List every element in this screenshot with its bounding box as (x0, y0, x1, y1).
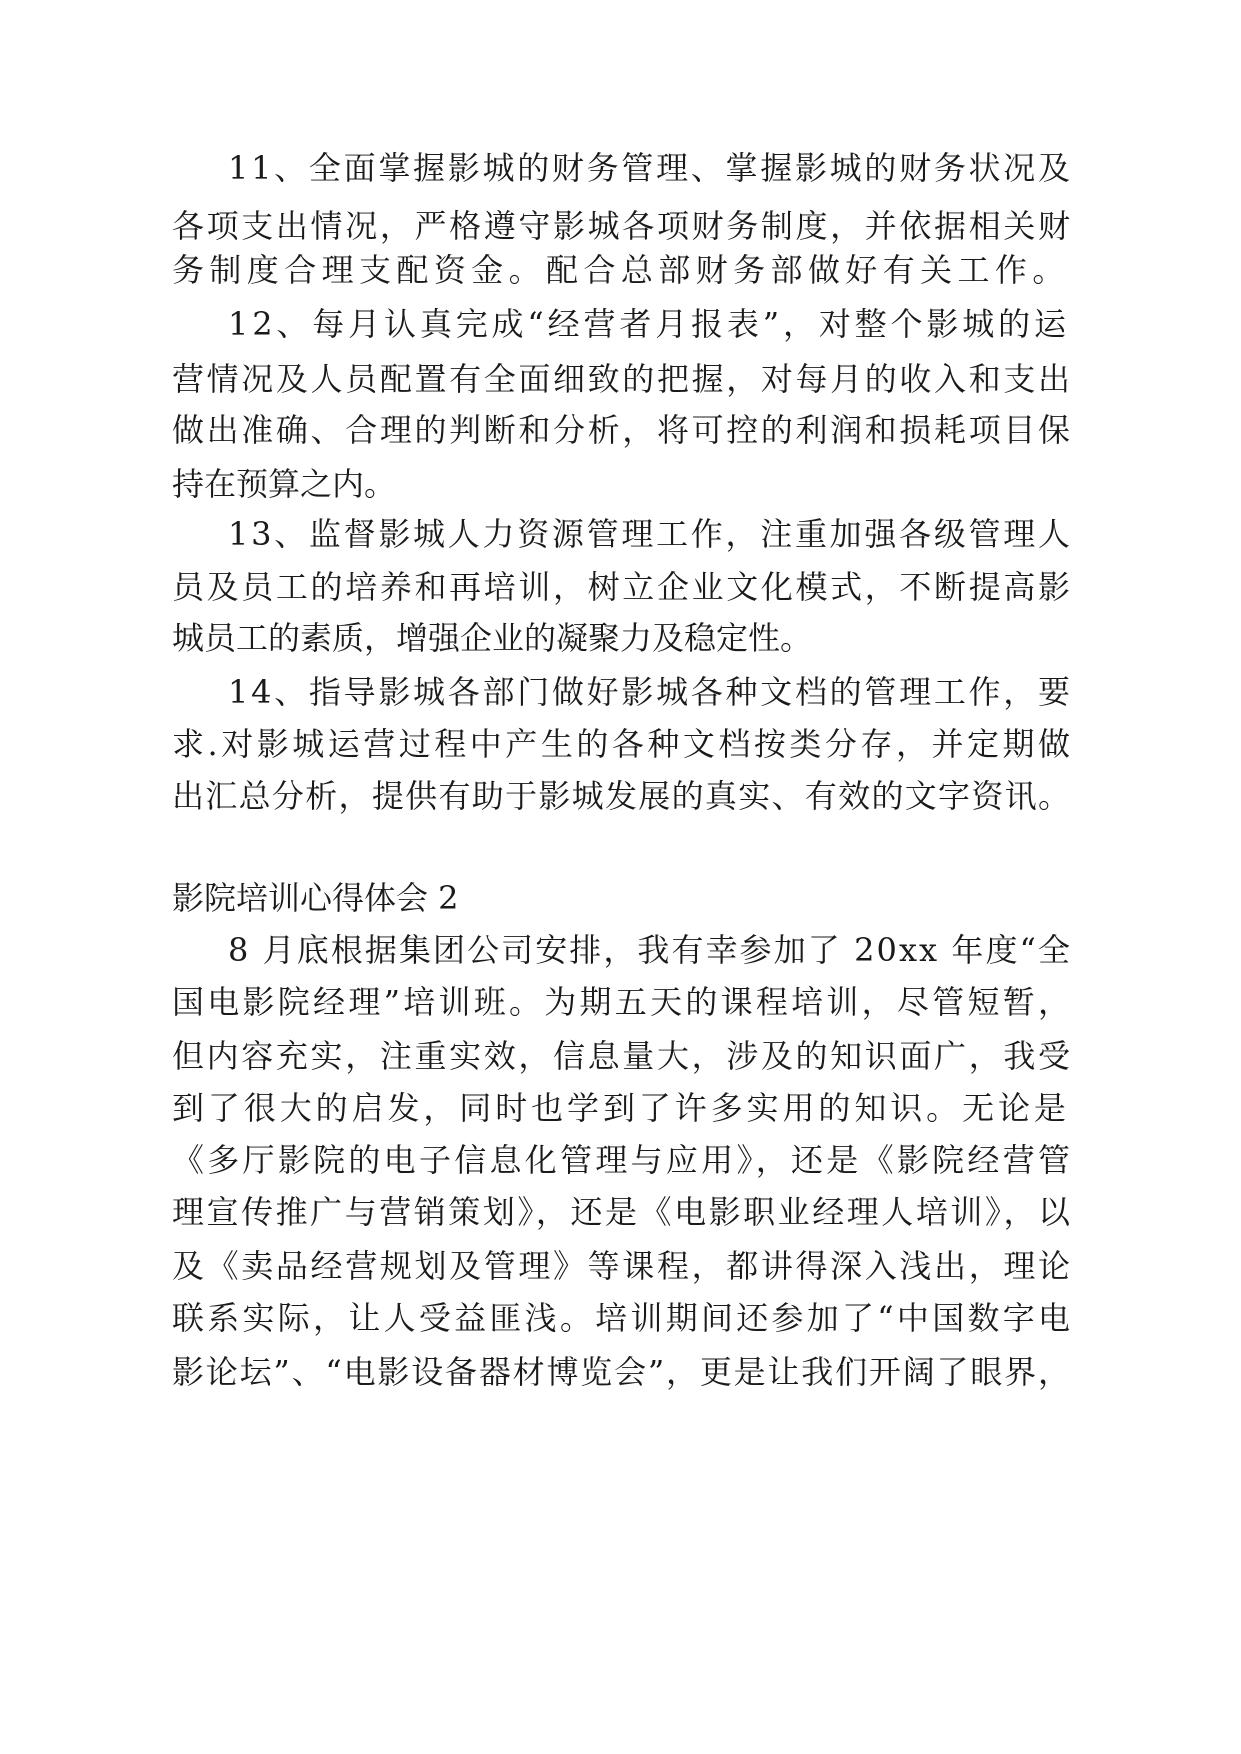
text-line: 出汇总分析，提供有助于影城发展的真实、有效的文字资讯。 (172, 777, 1072, 815)
paragraph-s2-line-4 (0, 1078, 1241, 1138)
paragraph-14-line-3 (0, 766, 1241, 826)
text-line: 但内容充实，注重实效，信息量大，涉及的知识面广，我受 (172, 1037, 1073, 1075)
text-line: 做出准确、合理的判断和分析，将可控的利润和损耗项目保 (172, 411, 1073, 449)
paragraph-s2-line-8 (0, 1288, 1241, 1348)
text-line: 联系实际，让人受益匪浅。培训期间还参加了“中国数字电 (172, 1299, 1074, 1337)
paragraph-14-line-2 (0, 714, 1241, 774)
paragraph-s2-line-7 (0, 1236, 1241, 1296)
paragraph-s2-line-3 (0, 1026, 1241, 1086)
text-line: 营情况及人员配置有全面细致的把握，对每月的收入和支出 (172, 360, 1073, 398)
text-line: 13、监督影城人力资源管理工作，注重加强各级管理人 (228, 515, 1073, 553)
text-line: 员及员工的培养和再培训，树立企业文化模式，不断提高影 (172, 568, 1073, 606)
paragraph-11-line-3 (0, 240, 1241, 300)
text-line: 理宣传推广与营销策划》，还是《电影职业经理人培训》，以 (172, 1193, 1073, 1231)
paragraph-11-line-1 (0, 138, 1241, 198)
paragraph-13-line-1 (0, 504, 1241, 564)
section-heading (0, 868, 1241, 928)
text-line: 务制度合理支配资金。配合总部财务部做好有关工作。 (172, 251, 1070, 289)
paragraph-s2-line-5 (0, 1130, 1241, 1190)
paragraph-14-line-1 (0, 662, 1241, 722)
paragraph-s2-line-1 (0, 920, 1241, 980)
text-line: 国电影院经理”培训班。为期五天的课程培训，尽管短暂， (172, 983, 1074, 1021)
paragraph-12-line-3 (0, 400, 1241, 460)
text-line: 《多厅影院的电子信息化管理与应用》，还是《影院经营管 (172, 1141, 1074, 1179)
paragraph-13-line-3 (0, 608, 1241, 668)
text-line: 城员工的素质，增强企业的凝聚力及稳定性。 (172, 619, 813, 657)
text-line: 12、每月认真完成“经营者月报表”，对整个影城的运 (228, 305, 1070, 343)
text-line: 到了很大的启发，同时也学到了许多实用的知识。无论是 (172, 1089, 1070, 1127)
text-line: 持在预算之内。 (172, 465, 397, 503)
paragraph-12-line-1 (0, 294, 1241, 354)
text-line: 各项支出情况，严格遵守影城各项财务制度，并依据相关财 (172, 207, 1073, 245)
text-line: 影论坛”、“电影设备器材博览会”，更是让我们开阔了眼界， (172, 1353, 1072, 1391)
text-line: 求.对影城运营过程中产生的各种文档按类分存，并定期做 (172, 725, 1074, 763)
paragraph-s2-line-2 (0, 972, 1241, 1032)
paragraph-s2-line-6 (0, 1182, 1241, 1242)
text-line: 11、全面掌握影城的财务管理、掌握影城的财务状况及 (228, 149, 1073, 187)
text-line: 14、指导影城各部门做好影城各种文档的管理工作，要 (228, 673, 1073, 711)
text-line: 8 月底根据集团公司安排，我有幸参加了 20xx 年度“全 (228, 931, 1073, 969)
paragraph-s2-line-9 (0, 1342, 1241, 1402)
text-line: 及《卖品经营规划及管理》等课程，都讲得深入浅出，理论 (172, 1247, 1073, 1285)
heading-text: 影院培训心得体会 2 (172, 879, 459, 917)
